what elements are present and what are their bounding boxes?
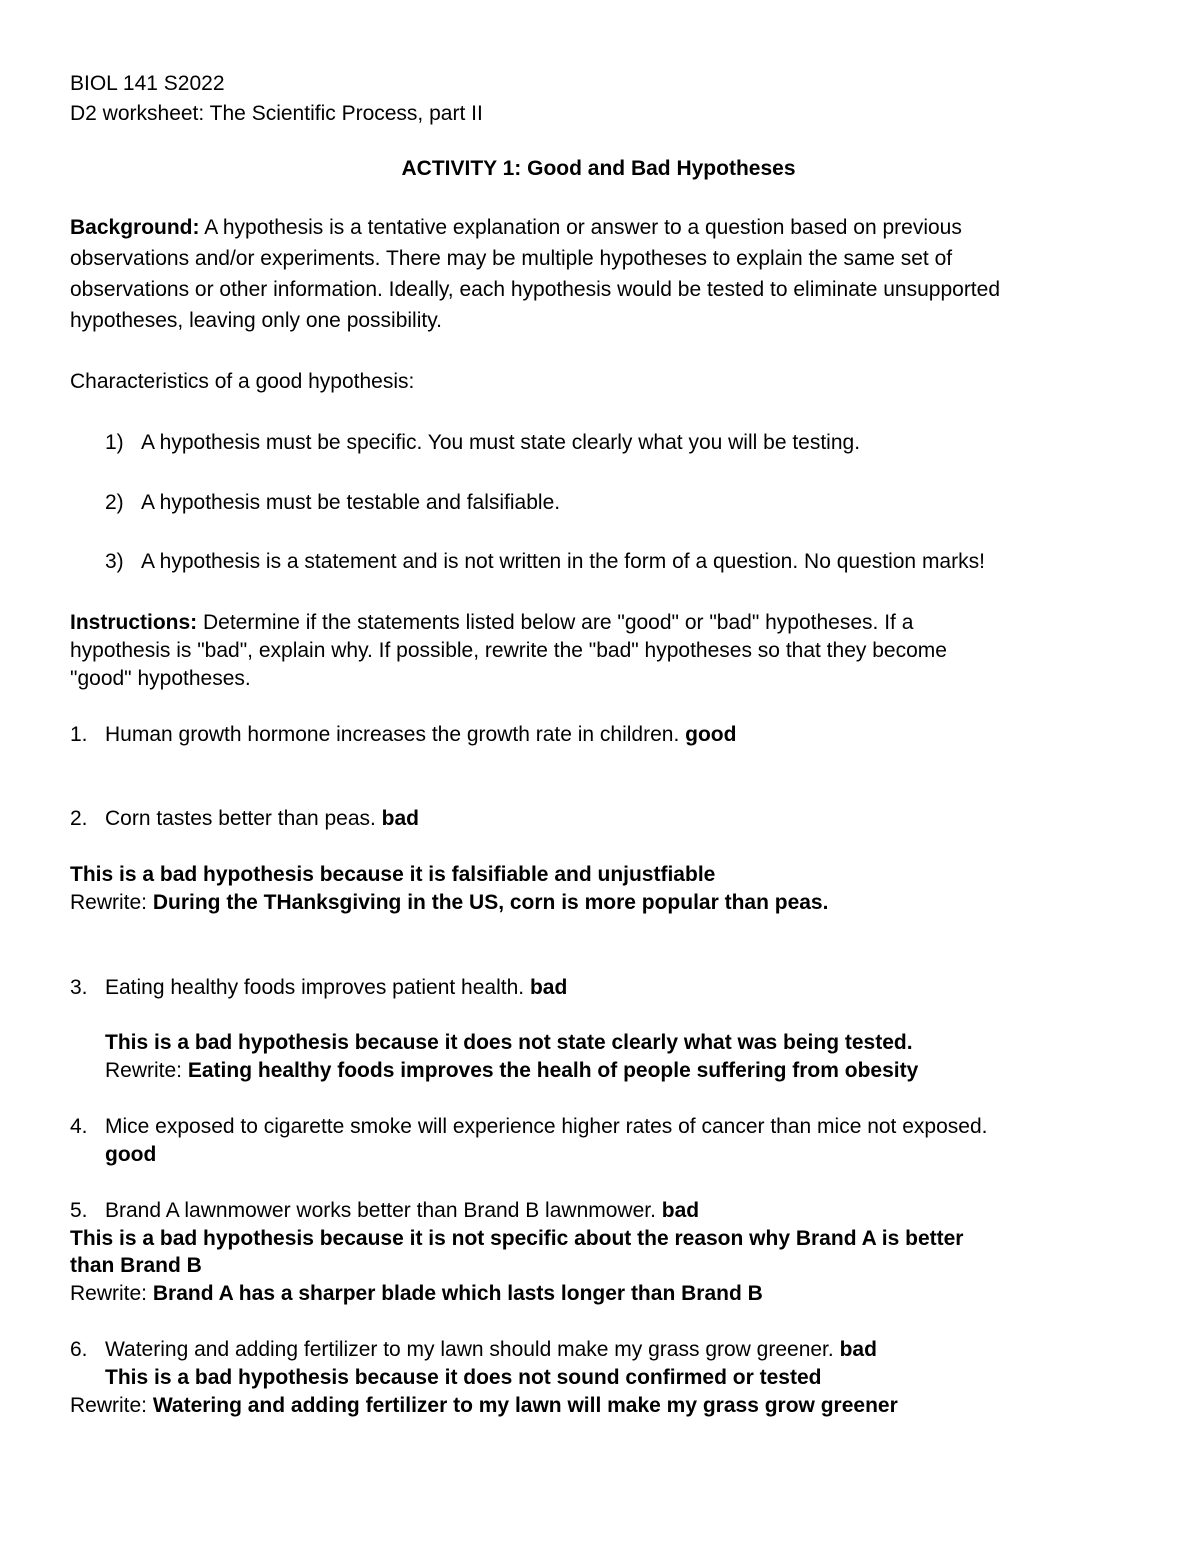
question-answer: good [685,723,737,746]
characteristic-text: A hypothesis must be specific. You must state clearly what you will be testing. [141,431,861,454]
question-5-rewrite [70,1281,763,1307]
question-number: 4. [70,1115,88,1138]
question-5 [105,1198,699,1224]
instructions-line-3: "good" hypotheses. [70,667,251,690]
characteristic-number: 2) [105,491,124,514]
question-6 [105,1337,877,1363]
question-text: Human growth hormone increases the growth rate in children. [105,723,686,746]
rewrite-label: Rewrite: [70,1282,153,1305]
course-code: BIOL 141 S2022 [70,72,225,95]
characteristic-item [105,549,985,575]
question-2-explanation: This is a bad hypothesis because it is falsifiable and unjustfiable [70,863,716,886]
question-answer: bad [529,976,568,999]
question-text: Watering and adding fertilizer to my lawn should make my grass grow greener. [105,1338,840,1361]
question-3 [105,975,567,1001]
question-answer: bad [839,1338,877,1361]
question-number: 3. [70,976,88,999]
background-label: Background: [70,216,200,239]
question-1 [105,722,736,748]
instructions-line-2: hypothesis is "bad", explain why. If possible, rewrite the "bad" hypotheses so that they become [70,639,947,662]
question-4-text: Mice exposed to cigarette smoke will experience higher rates of cancer than mice not exposed. [105,1115,988,1138]
question-3-explanation: This is a bad hypothesis because it does not state clearly what was being tested. [105,1031,913,1054]
rewrite-text: Eating healthy foods improves the healh of people suffering from obesity [187,1059,919,1082]
background-line-2: observations and/or experiments. There may be multiple hypotheses to explain the same set of [70,247,953,270]
rewrite-text: Brand A has a sharper blade which lasts longer than Brand B [152,1282,763,1305]
rewrite-label: Rewrite: [70,891,153,914]
question-6-rewrite [70,1393,898,1419]
background-line-1 [70,215,962,241]
question-number: 2. [70,807,88,830]
characteristic-number: 3) [105,550,124,573]
question-number: 6. [70,1338,88,1361]
question-6-explanation: This is a bad hypothesis because it does not sound confirmed or tested [105,1366,822,1389]
background-line-3: observations or other information. Ideally, each hypothesis would be tested to eliminate unsupported [70,278,1000,301]
activity-title: ACTIVITY 1: Good and Bad Hypotheses [401,157,796,180]
instructions-text: Determine if the statements listed below are "good" or "bad" hypotheses. If a [197,611,914,634]
question-number: 5. [70,1199,88,1222]
question-2 [105,806,419,832]
background-line-4: hypotheses, leaving only one possibility. [70,309,443,332]
question-number: 1. [70,723,88,746]
characteristic-item [105,430,861,456]
question-text: Eating healthy foods improves patient health. [105,976,530,999]
instructions-label: Instructions: [70,611,198,634]
rewrite-label: Rewrite: [70,1394,153,1417]
worksheet-title: D2 worksheet: The Scientific Process, part II [70,102,483,125]
rewrite-text: Watering and adding fertilizer to my lawn will make my grass grow greener [152,1394,898,1417]
characteristic-item [105,490,561,516]
question-answer: bad [381,807,420,830]
question-text: Brand A lawnmower works better than Brand B lawnmower. [105,1199,662,1222]
question-3-rewrite [105,1058,918,1084]
question-2-rewrite [70,890,828,916]
rewrite-text: During the THanksgiving in the US, corn is more popular than peas. [152,891,829,914]
characteristic-number: 1) [105,431,124,454]
rewrite-label: Rewrite: [105,1059,188,1082]
question-answer: bad [661,1199,700,1222]
question-4-answer: good [105,1143,157,1166]
characteristic-text: A hypothesis is a statement and is not written in the form of a question. No question marks! [141,550,985,573]
instructions-line-1 [70,610,913,636]
background-text: A hypothesis is a tentative explanation or answer to a question based on previous [199,216,962,239]
characteristics-intro: Characteristics of a good hypothesis: [70,370,415,393]
question-5-explanation-line-1: This is a bad hypothesis because it is not specific about the reason why Brand A is better [70,1227,964,1250]
question-5-explanation-line-2: than Brand B [70,1254,202,1277]
question-text: Corn tastes better than peas. [105,807,382,830]
characteristic-text: A hypothesis must be testable and falsifiable. [141,491,561,514]
